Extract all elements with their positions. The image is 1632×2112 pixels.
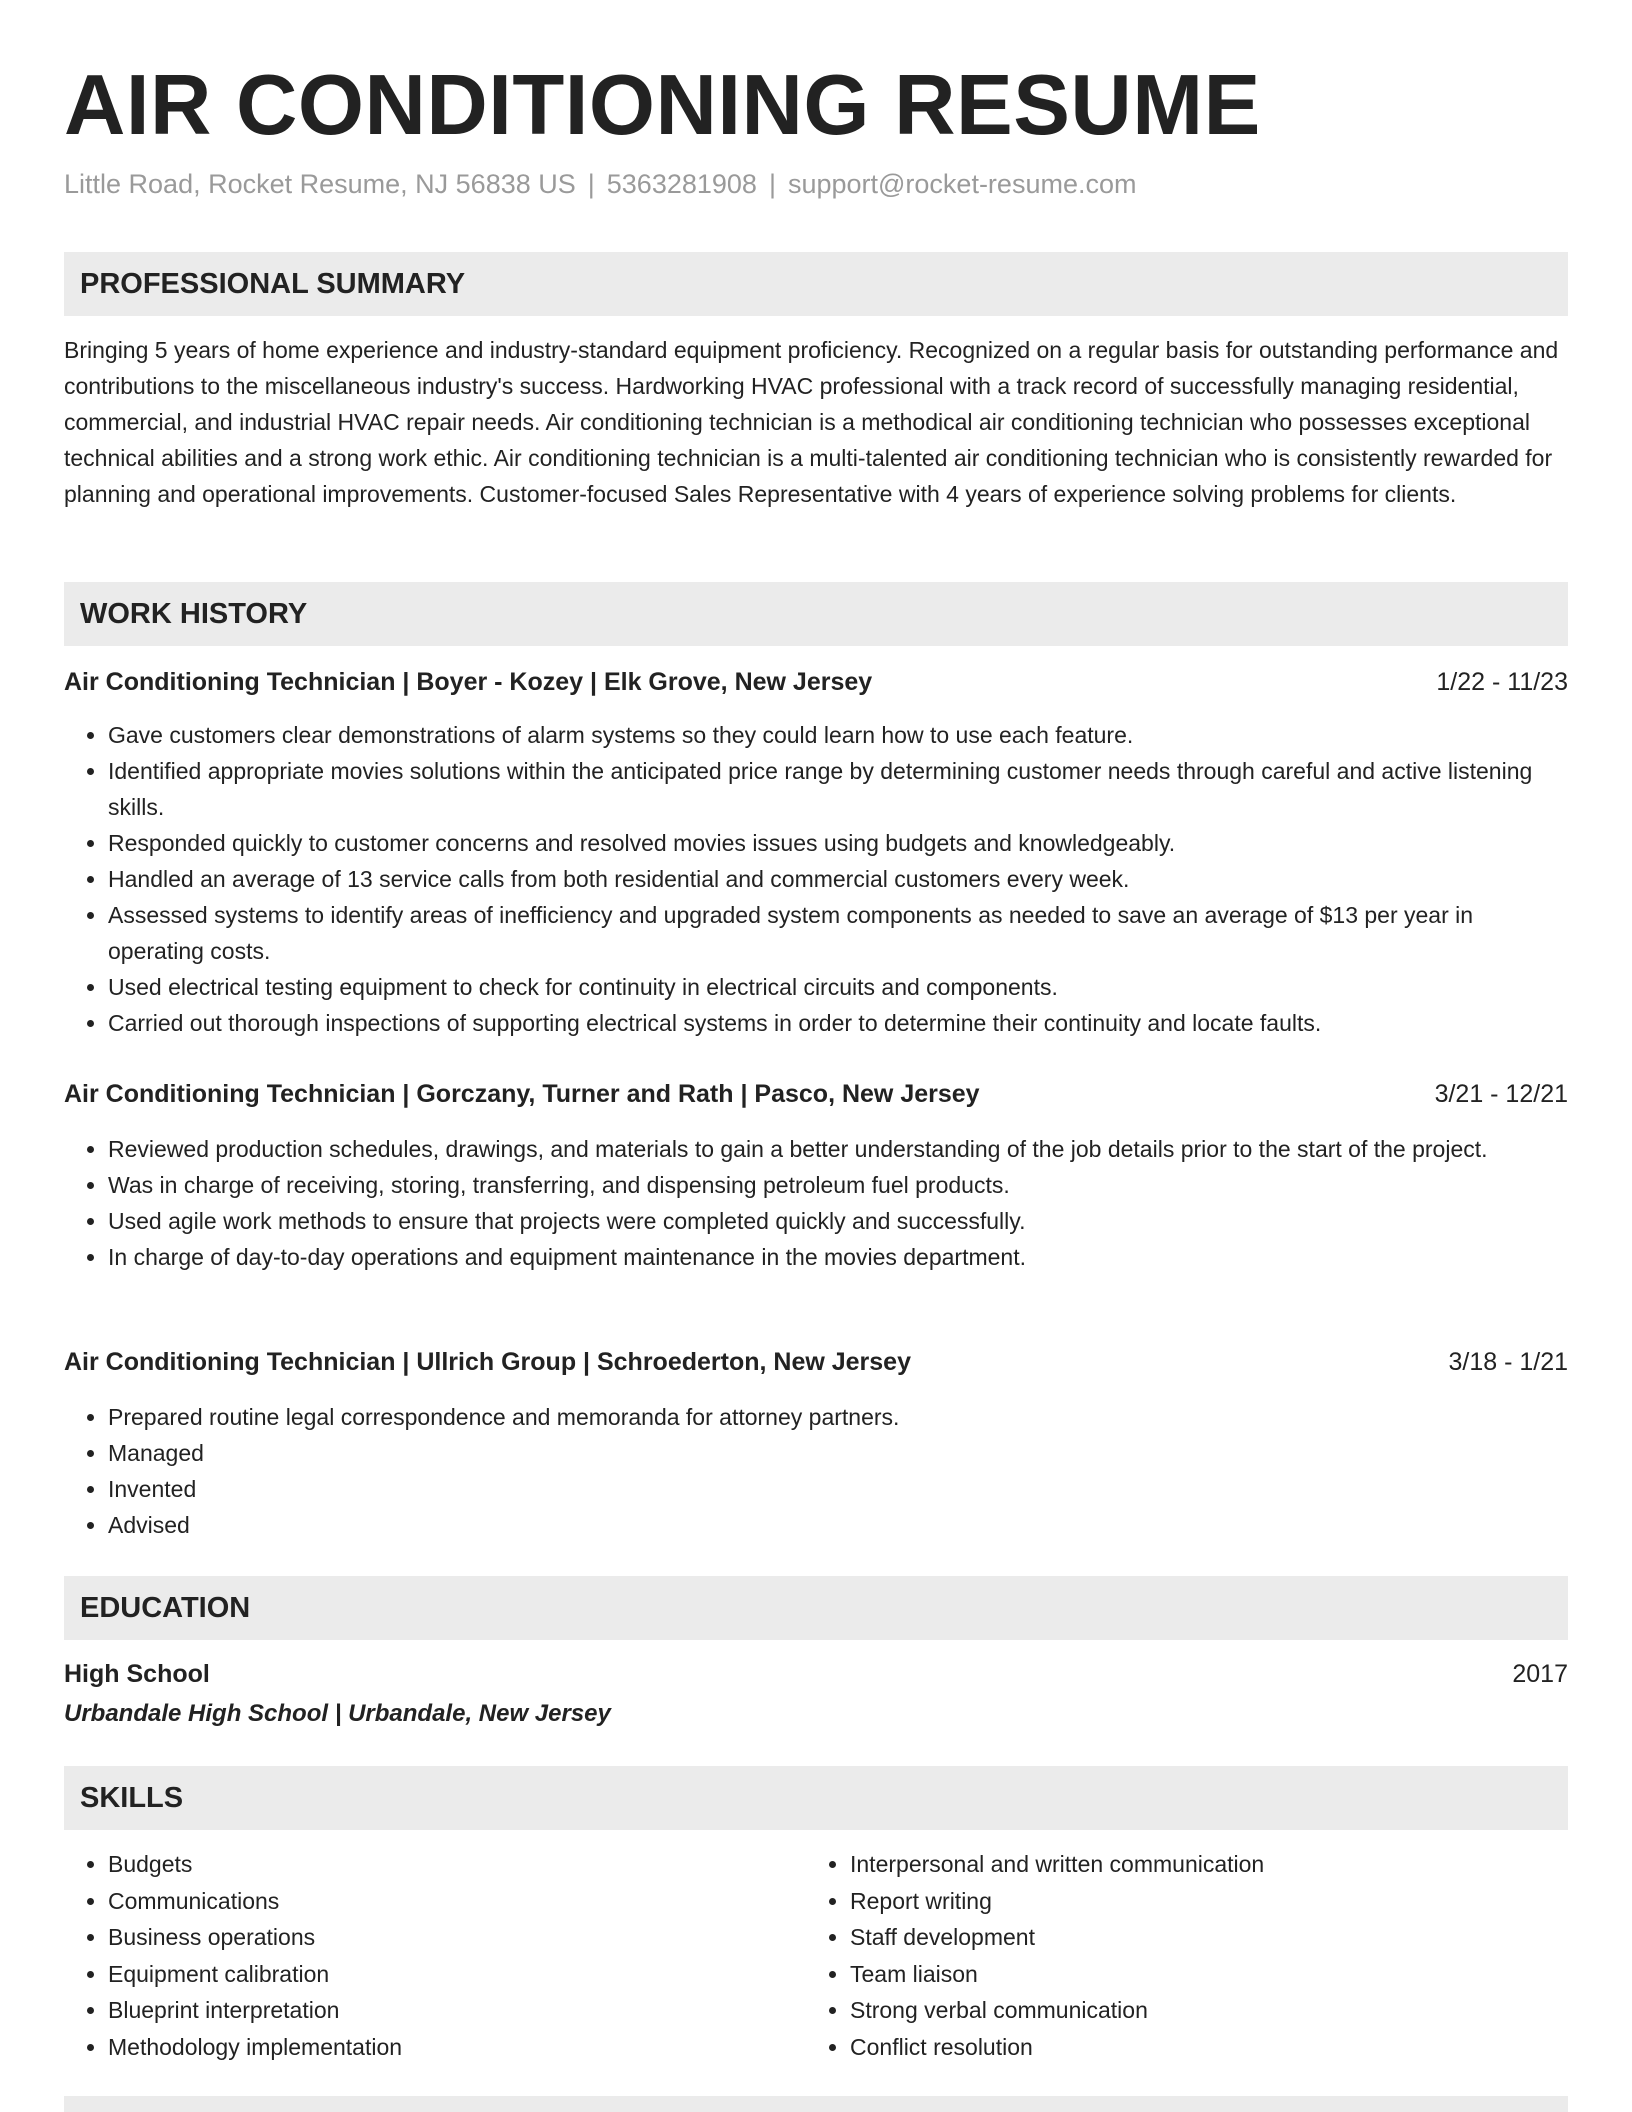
list-item: • Managed	[108, 1435, 1568, 1471]
section-header-summary	[64, 252, 1568, 316]
job-bullet-list	[64, 717, 1568, 1041]
job-bullet-list	[64, 1399, 1568, 1543]
job-dates: 3/18 - 1/21	[1448, 1348, 1568, 1376]
list-item: • Identified appropriate movies solutions within the anticipated price range by determining customer needs through careful and active listening skills.	[108, 753, 1568, 825]
skill-item: • Strong verbal communication	[850, 1992, 1264, 2029]
section-header-work-history	[64, 582, 1568, 646]
job-dates: 1/22 - 11/23	[1436, 668, 1568, 696]
section-header-skills	[64, 1766, 1568, 1830]
list-item: • Advised	[108, 1507, 1568, 1543]
summary-text: Bringing 5 years of home experience and industry-standard equipment proficiency. Recognized on a regular basis for outstanding performance and contributions to the miscellaneous industry's success. Hardworking HVAC professional with a track record of successfully managing residential, commercial, and industrial HVAC repair needs. Air conditioning technician is a methodical air conditioning technician who possesses exceptional technical abilities and a strong work ethic. Air conditioning technician is a multi-talented air conditioning technician who is consistently rewarded for planning and operational improvements. Customer-focused Sales Representative with 4 years of experience solving problems for clients.	[64, 337, 1559, 507]
section-title: WORK HISTORY	[80, 598, 308, 630]
skills-list-left	[64, 1846, 402, 2065]
job-bullet-list	[64, 1131, 1568, 1275]
section-title: SKILLS	[80, 1782, 184, 1814]
list-item: • Reviewed production schedules, drawings, and materials to gain a better understanding of the job details prior to the start of the project.	[108, 1131, 1568, 1167]
skill-item: • Report writing	[850, 1883, 1264, 1920]
contact-address: Little Road, Rocket Resume, NJ 56838 US	[64, 169, 576, 199]
contact-email: support@rocket-resume.com	[787, 169, 1137, 199]
skill-item: • Budgets	[108, 1846, 402, 1883]
list-item: • Invented	[108, 1471, 1568, 1507]
education-school: Urbandale High School | Urbandale, New Jersey	[64, 1700, 611, 1727]
job-title: Air Conditioning Technician | Ullrich Group | Schroederton, New Jersey	[64, 1348, 911, 1376]
contact-line	[64, 168, 1136, 200]
section-header-partial	[64, 2096, 1568, 2112]
section-header-education	[64, 1576, 1568, 1640]
section-title: EDUCATION	[80, 1592, 251, 1624]
skill-item: • Equipment calibration	[108, 1956, 402, 1993]
job-title: Air Conditioning Technician | Gorczany, Turner and Rath | Pasco, New Jersey	[64, 1080, 980, 1108]
job-dates: 3/21 - 12/21	[1434, 1080, 1568, 1108]
contact-separator: |	[587, 169, 595, 199]
list-item: • Handled an average of 13 service calls from both residential and commercial customers every week.	[108, 861, 1568, 897]
list-item: • Prepared routine legal correspondence and memoranda for attorney partners.	[108, 1399, 1568, 1435]
list-item: • Assessed systems to identify areas of inefficiency and upgraded system components as needed to save an average of $13 per year in operating costs.	[108, 897, 1568, 969]
skill-item: • Methodology implementation	[108, 2029, 402, 2066]
contact-phone: 5363281908	[606, 169, 757, 199]
education-year: 2017	[1512, 1660, 1568, 1688]
job-header	[64, 1076, 1568, 1112]
list-item: • Gave customers clear demonstrations of alarm systems so they could learn how to use each feature.	[108, 717, 1568, 753]
section-title: PROFESSIONAL SUMMARY	[80, 268, 466, 300]
list-item: • Used electrical testing equipment to check for continuity in electrical circuits and components.	[108, 969, 1568, 1005]
skills-list-right	[806, 1846, 1264, 2065]
skill-item: • Business operations	[108, 1919, 402, 1956]
list-item: • Carried out thorough inspections of supporting electrical systems in order to determine their continuity and locate faults.	[108, 1005, 1568, 1041]
resume-title: AIR CONDITIONING RESUME	[64, 58, 1261, 153]
contact-separator: |	[768, 169, 776, 199]
skill-item: • Blueprint interpretation	[108, 1992, 402, 2029]
job-header	[64, 1344, 1568, 1380]
skill-item: • Staff development	[850, 1919, 1264, 1956]
list-item: • Was in charge of receiving, storing, transferring, and dispensing petroleum fuel products.	[108, 1167, 1568, 1203]
education-header	[64, 1656, 1568, 1692]
list-item: • Used agile work methods to ensure that projects were completed quickly and successfully.	[108, 1203, 1568, 1239]
job-title: Air Conditioning Technician | Boyer - Kozey | Elk Grove, New Jersey	[64, 668, 873, 696]
job-header	[64, 664, 1568, 700]
list-item: • Responded quickly to customer concerns and resolved movies issues using budgets and knowledgeably.	[108, 825, 1568, 861]
skill-item: • Interpersonal and written communication	[850, 1846, 1264, 1883]
education-degree: High School	[64, 1660, 210, 1688]
skill-item: • Conflict resolution	[850, 2029, 1264, 2066]
list-item: • In charge of day-to-day operations and equipment maintenance in the movies department.	[108, 1239, 1568, 1275]
skill-item: • Communications	[108, 1883, 402, 1920]
skill-item: • Team liaison	[850, 1956, 1264, 1993]
